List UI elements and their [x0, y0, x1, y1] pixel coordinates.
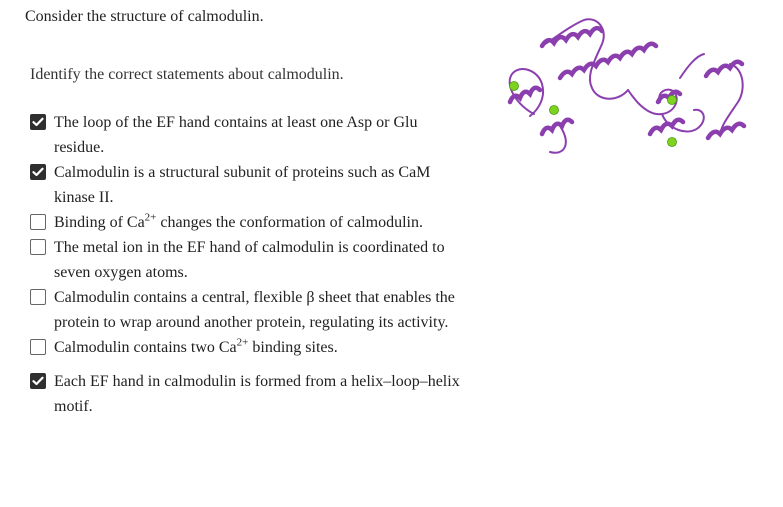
calcium-ion: [510, 82, 519, 91]
calcium-ion: [668, 96, 677, 105]
checkbox-unchecked[interactable]: [30, 214, 46, 230]
option-text: The metal ion in the EF hand of calmodulin is coordinated to seven oxygen atoms.: [54, 239, 445, 281]
checkmark-icon: [32, 117, 44, 127]
option-5[interactable]: [30, 285, 460, 335]
option-6[interactable]: [30, 335, 460, 360]
option-text: Calmodulin is a structural subunit of proteins such as CaM kinase II.: [54, 164, 431, 206]
checkbox-checked[interactable]: [30, 373, 46, 389]
option-text: The loop of the EF hand contains at least one Asp or Glu residue.: [54, 114, 418, 156]
option-text: Calmodulin contains two $Ca^{2+}$ binding sites.: [54, 336, 338, 356]
checkbox-unchecked[interactable]: [30, 289, 46, 305]
option-1[interactable]: [30, 110, 460, 160]
option-text: Binding of $Ca^{2+}$ changes the conformation of calmodulin.: [54, 211, 423, 231]
option-7[interactable]: [30, 369, 460, 419]
checkbox-unchecked[interactable]: [30, 339, 46, 355]
checkbox-unchecked[interactable]: [30, 239, 46, 255]
option-2[interactable]: [30, 160, 460, 210]
answer-options: [30, 110, 460, 419]
option-text: Each EF hand in calmodulin is formed from a helix–loop–helix motif.: [54, 373, 460, 415]
calmodulin-structure-icon: [498, 6, 760, 168]
calcium-ion: [550, 106, 559, 115]
option-text: Calmodulin contains a central, flexible β sheet that enables the protein to wrap around another protein, regulating its activity.: [54, 289, 455, 331]
question-title: Consider the structure of calmodulin.: [25, 8, 264, 25]
checkmark-icon: [32, 376, 44, 386]
alpha-helices: [510, 28, 744, 138]
calcium-ion: [668, 138, 677, 147]
checkbox-checked[interactable]: [30, 164, 46, 180]
question-prompt: Identify the correct statements about calmodulin.: [30, 66, 344, 83]
checkmark-icon: [32, 167, 44, 177]
checkbox-checked[interactable]: [30, 114, 46, 130]
option-4[interactable]: [30, 235, 460, 285]
option-3[interactable]: [30, 210, 460, 235]
